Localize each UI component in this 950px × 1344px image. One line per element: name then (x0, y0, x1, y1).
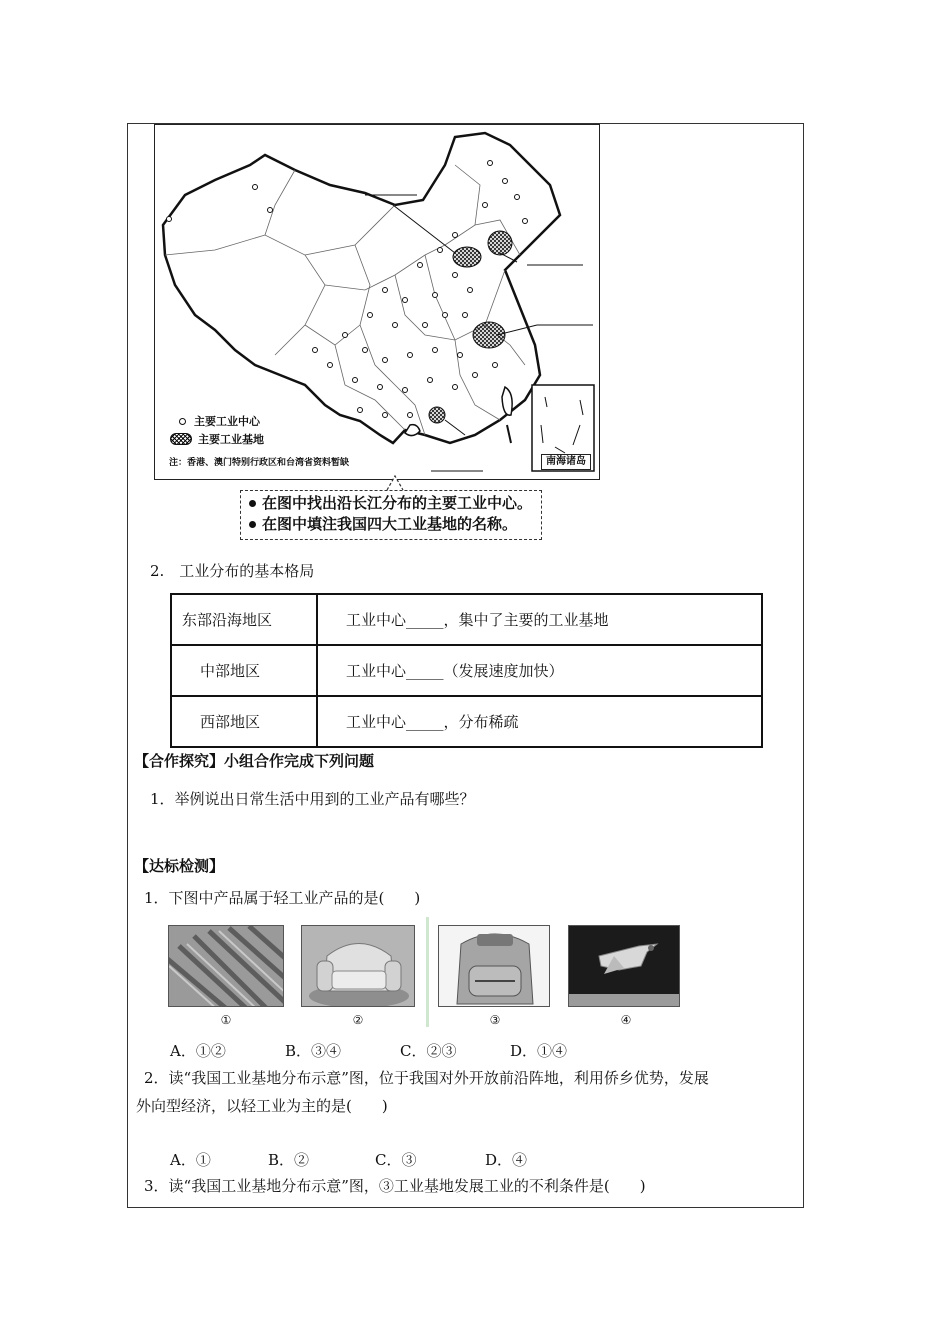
q1-option-a[interactable]: A．①② (170, 1042, 226, 1060)
cooperate-question-1: 1．举例说出日常生活中用到的工业产品有哪些？ (150, 790, 475, 808)
steel-pipes-photo (168, 925, 284, 1007)
image-number: ③ (489, 1013, 501, 1027)
desc-cell: 工业中心_____，集中了主要的工业基地 (317, 594, 762, 645)
region-cell: 东部沿海地区 (171, 594, 317, 645)
desc-cell: 工业中心_____（发展速度加快） (317, 645, 762, 696)
steel-pipes-drawing (169, 926, 284, 1007)
check-heading: 【达标检测】 (134, 857, 225, 875)
desc-cell: 工业中心_____，分布稀疏 (317, 696, 762, 747)
backpack-photo (438, 925, 550, 1007)
hatch-icon (170, 433, 192, 445)
check-question-2-line-2: 外向型经济，以轻工业为主的是( ) (136, 1097, 388, 1115)
table-row (171, 594, 762, 645)
cooperate-heading: 【合作探究】小组合作完成下列问题 (134, 752, 375, 770)
china-industry-map (154, 124, 600, 480)
space-shuttle-drawing (569, 926, 680, 1007)
bullet-icon (249, 500, 256, 507)
divider (426, 917, 429, 1027)
armchair-drawing (302, 926, 415, 1007)
region-cell: 西部地区 (171, 696, 317, 747)
table-row (171, 696, 762, 747)
space-shuttle-photo (568, 925, 680, 1007)
q2-option-c[interactable]: C．③ (375, 1151, 417, 1169)
legend-note: 注：香港、澳门特别行政区和台湾省资料暂缺 (169, 458, 350, 468)
q2-option-b[interactable]: B．② (268, 1151, 310, 1169)
q2-option-a[interactable]: A．① (170, 1151, 211, 1169)
check-question-1: 1．下图中产品属于轻工业产品的是( ) (144, 889, 421, 907)
image-number: ② (352, 1013, 364, 1027)
industry-distribution-table (170, 593, 763, 748)
section2-heading: 2. 工业分布的基本格局 (150, 562, 315, 580)
legend-center: 主要工业中心 (179, 413, 260, 429)
map-task-box (240, 490, 542, 540)
south-sea-islands-label: 南海诸岛 (541, 454, 591, 470)
q1-option-b[interactable]: B．③④ (285, 1042, 342, 1060)
task-line-2: 在图中填注我国四大工业基地的名称。 (249, 514, 533, 535)
image-number: ④ (620, 1013, 632, 1027)
legend-base: 主要工业基地 (170, 431, 264, 447)
region-cell: 中部地区 (171, 645, 317, 696)
q1-option-d[interactable]: D．①④ (510, 1042, 568, 1060)
circle-icon (179, 418, 186, 425)
table-row (171, 645, 762, 696)
q1-option-c[interactable]: C．②③ (400, 1042, 457, 1060)
backpack-drawing (439, 926, 550, 1007)
armchair-photo (301, 925, 415, 1007)
task-line-1: 在图中找出沿长江分布的主要工业中心。 (249, 493, 533, 514)
bullet-icon (249, 521, 256, 528)
q2-option-d[interactable]: D．④ (485, 1151, 528, 1169)
check-question-2-line-1: 2．读“我国工业基地分布示意”图，位于我国对外开放前沿阵地，利用侨乡优势，发展 (144, 1069, 709, 1087)
image-number: ① (220, 1013, 232, 1027)
check-question-3: 3．读“我国工业基地分布示意”图，③工业基地发展工业的不利条件是( ) (144, 1177, 646, 1195)
